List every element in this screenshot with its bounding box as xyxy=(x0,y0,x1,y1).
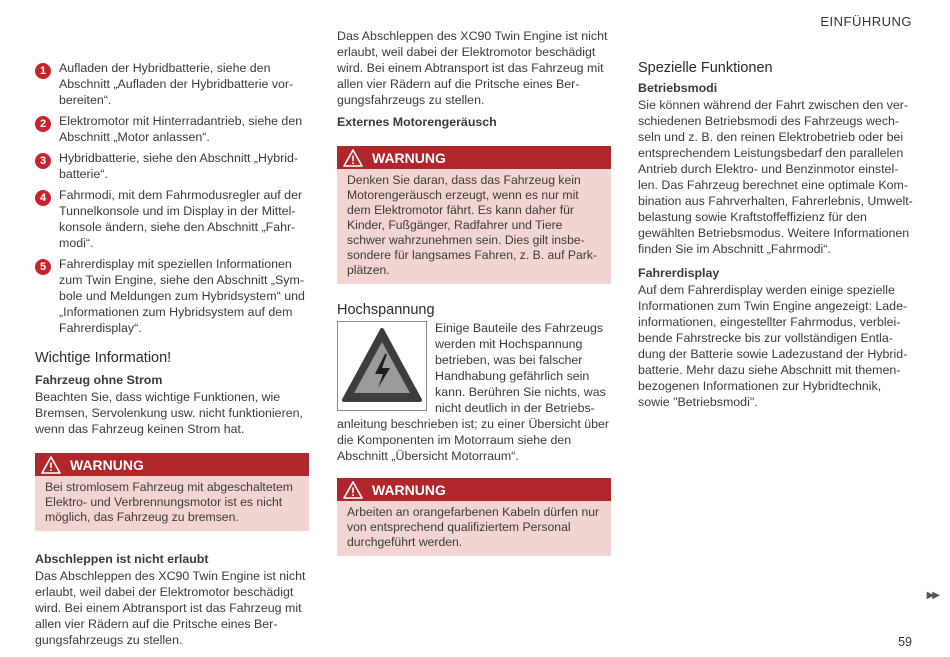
warning-text: Denken Sie daran, dass das Fahrzeug kein Motorengeräusch erzeugt, wenn es nur mit dem Elektromotor fährt. Es kann daher für Kinder, Fußgänger, Radfahrer und Tiere schwer wahrzunehmen sein. Dies gilt insbesondere für langsames Fahren, z. B. auf Parkplätzen. xyxy=(347,173,597,277)
warning-triangle-icon xyxy=(41,456,61,474)
number-badge: 4 xyxy=(35,190,51,206)
warning-label: WARNUNG xyxy=(372,149,446,166)
warning-box-no-power xyxy=(35,453,309,531)
list-item-text: Hybridbatterie, siehe den Abschnitt „Hybridbatterie“. xyxy=(59,151,298,181)
section-header: EINFÜHRUNG xyxy=(820,14,912,29)
column-middle xyxy=(337,29,611,556)
list-item xyxy=(35,187,309,251)
towing-text-continued: Das Abschleppen des XC90 Twin Engine ist nicht erlaubt, weil dabei der Elektromotor beschädigt wird. Bei einem Abtransport ist das Fahrzeug mit allen vier Rädern auf die Pritsche eines Bergungsfahrzeugs zu stellen. xyxy=(337,29,608,107)
warning-text: Bei stromlosem Fahrzeug mit abgeschaltetem Elektro- und Verbrennungsmotor ist es nicht möglich, das Fahrzeug zu bremsen. xyxy=(45,480,293,524)
list-item-text: Aufladen der Hybridbatterie, siehe den Abschnitt „Aufladen der Hybridbatterie vorbereiten“. xyxy=(59,61,294,107)
no-power-title: Fahrzeug ohne Strom xyxy=(35,373,163,387)
special-functions-heading: Spezielle Funktionen xyxy=(638,60,773,76)
list-item xyxy=(35,113,309,145)
towing-text-continued-clip xyxy=(337,29,611,108)
driver-display-text: Auf dem Fahrerdisplay werden einige spezielle Informationen zum Twin Engine angezeigt: Ladeinformationen, eingestellter Fahrmodus, verbleibende Fahrstrecke bis zur vollständigen Entladung der Batterie sowie Ladezustand der Hybridbatterie. Mehr dazu siehe Abschnitt mit themenbezogenen Informationen zur Hybridtechnik, sowie "Betriebsmodi". xyxy=(638,283,908,409)
warning-header xyxy=(35,453,309,476)
high-voltage-image xyxy=(337,321,427,411)
number-badge: 2 xyxy=(35,116,51,132)
external-noise-title: Externes Motorengeräusch xyxy=(337,115,497,129)
column-right xyxy=(638,60,913,410)
column-left xyxy=(35,60,309,647)
warning-header xyxy=(337,478,611,501)
page-number: 59 xyxy=(898,635,912,649)
high-voltage-heading: Hochspannung xyxy=(337,302,435,318)
list-item-text: Elektromotor mit Hinterradantrieb, siehe den Abschnitt „Motor anlassen“. xyxy=(59,114,303,144)
warning-label: WARNUNG xyxy=(70,456,144,473)
warning-header xyxy=(337,146,611,169)
warning-label: WARNUNG xyxy=(372,481,446,498)
warning-box-noise xyxy=(337,146,611,284)
driver-display-title: Fahrerdisplay xyxy=(638,266,720,280)
list-item-text: Fahrmodi, mit dem Fahrmodusregler auf der Tunnelkonsole und im Display in der Mittelkonsole ändern, siehe den Abschnitt „Fahrmodi“. xyxy=(59,188,303,250)
operating-modes-text: Sie können während der Fahrt zwischen den verschiedenen Betriebsmodi des Fahrzeugs wechseln und z. B. den reinen Elektrobetrieb oder bei entsprechendem Leistungsbedarf den parallelen Antrieb durch Elektro- und Benzinmotor einstellen. Das Fahrzeug berechnet eine optimale Kombination aus Fahrverhalten, Fahrerlebnis, Umweltbelastung sowie Kraftstoffeffizienz für den gewählten Betriebsmodus. Weitere Informationen finden Sie im Abschnitt „Fahrmodi“. xyxy=(638,98,913,256)
list-item xyxy=(35,60,309,108)
no-power-text: Beachten Sie, dass wichtige Funktionen, wie Bremsen, Servolenkung usw. nicht funktionieren, wenn das Fahrzeug keinen Strom hat. xyxy=(35,390,303,436)
next-page-icon[interactable]: ▶▶ xyxy=(926,590,938,601)
list-item-text: Fahrerdisplay mit speziellen Informationen zum Twin Engine, siehe den Abschnitt „Symbole und Meldungen zum Hybridsystem“ und „Informationen zum Hybridsystem auf dem Fahrerdisplay“. xyxy=(59,257,305,335)
towing-title: Abschleppen ist nicht erlaubt xyxy=(35,552,209,566)
warning-text: Arbeiten an orangefarbenen Kabeln dürfen nur von entsprechend qualifiziertem Personal durchgeführt werden. xyxy=(347,505,600,549)
number-badge: 3 xyxy=(35,153,51,169)
numbered-legend xyxy=(35,60,309,336)
warning-triangle-icon xyxy=(343,149,363,167)
warning-box-cables xyxy=(337,478,611,556)
warning-triangle-icon xyxy=(343,481,363,499)
number-badge: 5 xyxy=(35,259,51,275)
high-voltage-text: Einige Bauteile des Fahrzeugs werden mit Hochspannung betrieben, was bei falscher Handhabung gefährlich sein kann. Berühren Sie nichts, was nicht deutlich in der Betriebsanleitung beschrieben ist; zu einer Übersicht über die Komponenten im Motorraum siehe den Abschnitt „Übersicht Motorraum“. xyxy=(337,321,610,463)
operating-modes-title: Betriebsmodi xyxy=(638,81,718,95)
important-heading: Wichtige Information! xyxy=(35,350,172,366)
towing-text: Das Abschleppen des XC90 Twin Engine ist nicht erlaubt, weil dabei der Elektromotor beschädigt wird. Bei einem Abtransport ist das Fahrzeug mit allen vier Rädern auf die Pritsche eines Bergungsfahrzeugs zu stellen. xyxy=(35,569,306,647)
list-item xyxy=(35,150,309,182)
high-voltage-icon xyxy=(338,322,426,410)
list-item xyxy=(35,256,309,336)
number-badge: 1 xyxy=(35,63,51,79)
